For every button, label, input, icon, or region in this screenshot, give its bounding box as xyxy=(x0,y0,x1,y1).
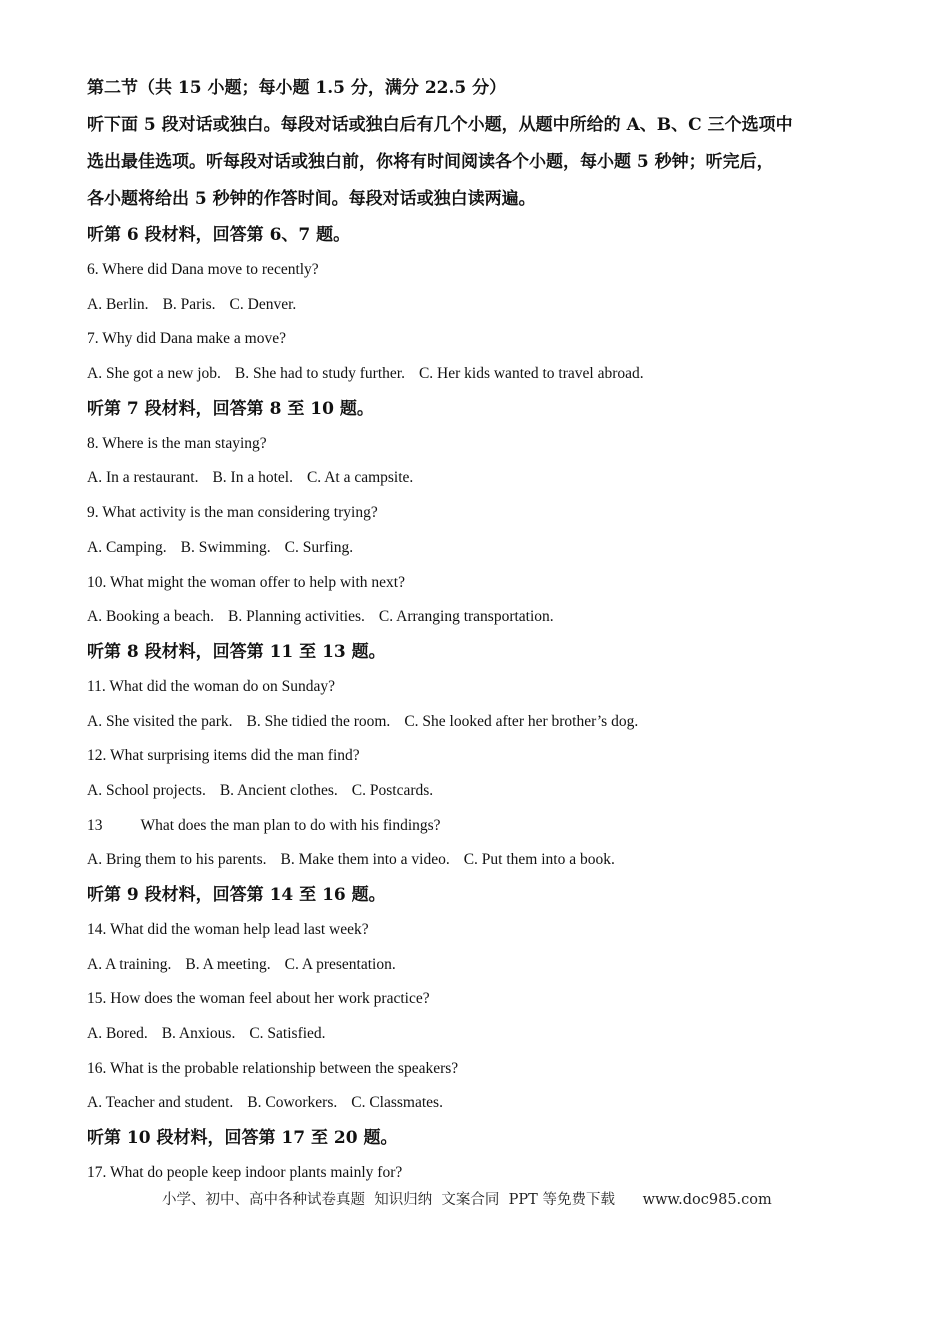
exam-page xyxy=(87,70,877,1191)
section-instructions xyxy=(87,107,877,218)
option-a: A. Bring them to his parents. xyxy=(87,851,267,869)
question-stem: 17. What do people keep indoor plants mainly for? xyxy=(87,1164,403,1182)
option-c: C. Satisfied. xyxy=(249,1025,326,1043)
option-c: C. Denver. xyxy=(229,295,297,313)
group-heading: 听第 9 段材料，回答第 14 至 16 题。 xyxy=(87,885,386,905)
question-number: 13 xyxy=(87,816,103,834)
question-options xyxy=(87,948,877,983)
question-stem: 8. Where is the man staying? xyxy=(87,434,267,452)
question-stem: 9. What activity is the man considering trying? xyxy=(87,504,378,522)
question-options xyxy=(87,531,877,566)
group-heading: 听第 8 段材料，回答第 11 至 13 题。 xyxy=(87,641,386,662)
question-text: What does the man plan to do with his findings? xyxy=(140,816,441,834)
footer-url: www.doc985.com xyxy=(642,1192,772,1208)
option-a: A. She got a new job. xyxy=(87,365,221,383)
option-c: C. Postcards. xyxy=(351,781,434,799)
option-b: B. She had to study further. xyxy=(234,365,405,383)
option-b: B. Swimming. xyxy=(180,538,271,556)
group-heading: 听第 6 段材料，回答第 6、7 题。 xyxy=(87,225,351,245)
question-stem: 14. What did the woman help lead last week? xyxy=(87,921,369,938)
instruction-line: 各小题将给出 5 秒钟的作答时间。每段对话或独白读两遍。 xyxy=(87,189,536,209)
question-options xyxy=(87,461,877,496)
option-c: C. She looked after her brother’s dog. xyxy=(404,712,639,730)
question-options xyxy=(87,600,877,635)
option-a: A. School projects. xyxy=(87,781,206,799)
question-options xyxy=(87,705,877,740)
option-b: B. A meeting. xyxy=(185,955,271,973)
option-c: C. Arranging transportation. xyxy=(378,608,554,626)
option-c: C. Put them into a book. xyxy=(463,851,615,869)
question-options xyxy=(87,843,877,878)
question-stem: 7. Why did Dana make a move? xyxy=(87,330,286,348)
option-a: A. Bored. xyxy=(87,1025,148,1043)
question-options xyxy=(87,774,877,809)
option-b: B. Planning activities. xyxy=(227,608,365,626)
footer-text: 小学、初中、高中各种试卷真题 知识归纳 文案合同 PPT 等免费下载 xyxy=(162,1192,615,1208)
option-c: C. Surfing. xyxy=(284,538,354,556)
option-b: B. Make them into a video. xyxy=(280,851,450,869)
option-a: A. Berlin. xyxy=(87,295,149,313)
question-options xyxy=(87,288,877,323)
option-a: A. In a restaurant. xyxy=(87,469,199,487)
section-title: 第二节（共 15 小题；每小题 1.5 分，满分 22.5 分） xyxy=(87,78,507,98)
question-stem: 15. How does the woman feel about her work practice? xyxy=(87,990,430,1008)
group-heading: 听第 10 段材料，回答第 17 至 20 题。 xyxy=(87,1128,398,1149)
question-stem: 12. What surprising items did the man find? xyxy=(87,747,360,765)
page-footer xyxy=(162,1190,772,1210)
option-a: A. Camping. xyxy=(87,538,167,556)
option-c: C. Classmates. xyxy=(351,1094,443,1112)
question-stem xyxy=(87,809,877,844)
option-a: A. A training. xyxy=(87,955,172,973)
option-b: B. Anxious. xyxy=(161,1025,236,1043)
option-a: A. Booking a beach. xyxy=(87,608,214,626)
option-b: B. She tidied the room. xyxy=(246,712,391,730)
question-stem: 11. What did the woman do on Sunday? xyxy=(87,677,335,695)
option-c: C. Her kids wanted to travel abroad. xyxy=(418,365,644,383)
question-stem: 6. Where did Dana move to recently? xyxy=(87,261,319,278)
option-a: A. She visited the park. xyxy=(87,712,233,730)
option-b: B. Paris. xyxy=(162,295,216,313)
question-stem: 16. What is the probable relationship between the speakers? xyxy=(87,1059,459,1077)
option-a: A. Teacher and student. xyxy=(87,1094,234,1112)
group-heading: 听第 7 段材料，回答第 8 至 10 题。 xyxy=(87,398,374,419)
question-options xyxy=(87,1086,877,1121)
option-b: B. Coworkers. xyxy=(247,1094,338,1112)
question-options xyxy=(87,357,877,392)
instruction-line: 听下面 5 段对话或独白。每段对话或独白后有几个小题，从题中所给的 A、B、C 三个选项中 xyxy=(87,115,793,135)
question-stem: 10. What might the woman offer to help with next? xyxy=(87,573,405,591)
question-options xyxy=(87,1017,877,1052)
option-c: C. A presentation. xyxy=(284,955,396,973)
instruction-line: 选出最佳选项。听每段对话或独白前，你将有时间阅读各个小题，每小题 5 秒钟；听完后， xyxy=(87,152,774,172)
option-b: B. Ancient clothes. xyxy=(219,781,338,799)
option-b: B. In a hotel. xyxy=(212,469,293,487)
option-c: C. At a campsite. xyxy=(306,469,414,487)
